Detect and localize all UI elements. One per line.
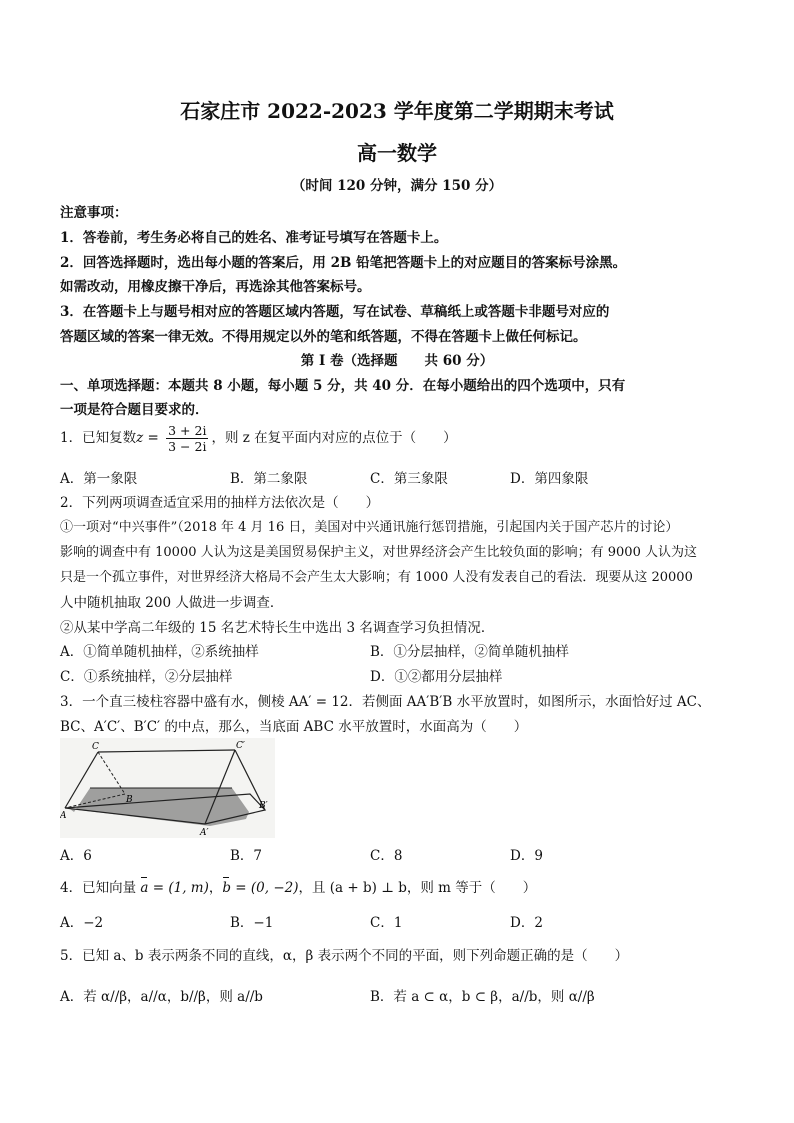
exam-title: 石家庄市 2022-2023 学年度第二学期期末考试 [180,99,614,123]
q1-options [60,467,740,485]
q3-option-a: A．6 [60,848,92,864]
q3-option-b: B．7 [230,848,263,864]
q5-options [60,985,740,1003]
q4-options [60,911,740,929]
part-title: 第 Ⅰ 卷（选择题 共 60 分） [300,353,494,369]
q2-options-row2 [60,665,740,683]
notice-item: 2．回答选择题时，选出每小题的答案后，用 2B 铅笔把答题卡上的对应题目的答案标号涂黑。 [60,255,627,271]
prism-figure [60,738,275,838]
q2-passage: 影响的调查中有 10000 人认为这是美国贸易保护主义，对世界经济会产生比较负面的影响；有 9000 人认为这 [60,545,697,560]
notice-item: 答题区域的答案一律无效。不得用规定以外的笔和纸答题，不得在答题卡上做任何标记。 [60,329,587,345]
q1-numerator: 3 + 2i [168,423,207,438]
q2-passage: 人中随机抽取 200 人做进一步调查． [60,595,284,611]
q1-option-d: D．第四象限 [510,471,589,487]
question-5: 5．已知 a、b 表示两条不同的直线，α，β 表示两个不同的平面，则下列命题正确的是（ ） [60,948,629,964]
q4-option-a: A．−2 [60,915,104,931]
notice-item: 如需改动，用橡皮擦干净后，再选涂其他答案标号。 [60,279,371,295]
q1-prefix: 1．已知复数 [60,430,137,446]
q1-denominator: 3 − 2i [168,439,207,454]
section-heading: 一、单项选择题：本题共 8 小题，每小题 5 分，共 40 分．在每小题给出的四个选项中，只有 [60,378,626,394]
question-3-cont: BC、A′C′、B′C′ 的中点，那么，当底面 ABC 水平放置时，水面高为（ ） [60,719,528,735]
q4-option-c: C．1 [370,915,403,931]
subject-title: 高一数学 [357,141,437,165]
label-a-prime: A′ [200,828,209,838]
q3-option-d: D．9 [510,848,543,864]
q2-item-2: ②从某中学高二年级的 15 名艺术特长生中选出 3 名调查学习负担情况． [60,620,495,636]
q4-option-d: D．2 [510,915,543,931]
question-4 [60,876,536,896]
notice-item: 1．答卷前，考生务必将自己的姓名、准考证号填写在答题卡上。 [60,230,448,246]
q4-prefix: 4．已知向量 [60,880,141,896]
q5-option-a: A．若 α//β，a//α，b//β，则 a//b [60,989,263,1005]
q3-options [60,844,740,862]
q4-vector-a: a = (1, m) [140,880,209,896]
q1-var: z [136,430,144,446]
q1-option-c: C．第三象限 [370,471,448,487]
q3-option-c: C．8 [370,848,403,864]
q4-separator: ， [208,880,223,896]
question-3: 3．一个直三棱柱容器中盛有水，侧棱 AA′ = 12．若侧面 AA′B′B 水平放置时，如图所示，水面恰好过 AC、 [60,694,711,710]
q1-fraction [166,423,208,454]
label-b-prime: B′ [259,801,268,811]
q4-option-b: B．−1 [230,915,274,931]
q2-option-d: D．①②都用分层抽样 [370,669,503,685]
notice-heading: 注意事项： [60,205,128,221]
question-2: 2．下列两项调查适宜采用的抽样方法依次是（ ） [60,495,380,511]
q1-option-a: A．第一象限 [60,471,138,487]
notice-item: 3．在答题卡上与题号相对应的答题区域内答题，写在试卷、草稿纸上或答题卡非题号对应的 [60,304,610,320]
q2-options-row1 [60,640,740,658]
label-a: A [60,811,67,821]
section-heading-cont: 一项是符合题目要求的． [60,402,209,418]
question-1 [60,423,457,454]
q1-option-b: B．第二象限 [230,471,308,487]
q2-option-b: B．①分层抽样，②简单随机抽样 [370,644,569,660]
label-b: B [126,795,133,805]
q4-condition: ，且 (a + b) ⊥ b [298,880,407,896]
q5-option-b: B．若 a ⊂ α，b ⊂ β，a//b，则 α//β [370,989,595,1005]
q2-passage: ①一项对“中兴事件”（2018 年 4 月 16 日，美国对中兴通讯施行惩罚措施，引起国内关于国产芯片的讨论） [60,520,679,535]
label-c: C [92,742,99,752]
q2-option-c: C．①系统抽样，②分层抽样 [60,669,233,685]
q2-passage: 只是一个孤立事件，对世界经济大格局不会产生太大影响；有 1000 人没有发表自己的看法．现要从这 20000 [60,570,693,585]
q1-eq: = [143,430,164,446]
q4-vector-b: b = (0, −2) [222,880,299,896]
q2-option-a: A．①简单随机抽样，②系统抽样 [60,644,259,660]
q4-suffix: ，则 m 等于（ ） [406,880,537,896]
time-note: （时间 120 分钟，满分 150 分） [291,178,503,194]
q1-suffix: ，则 z 在复平面内对应的点位于（ ） [211,430,457,446]
label-c-prime: C′ [236,741,245,751]
